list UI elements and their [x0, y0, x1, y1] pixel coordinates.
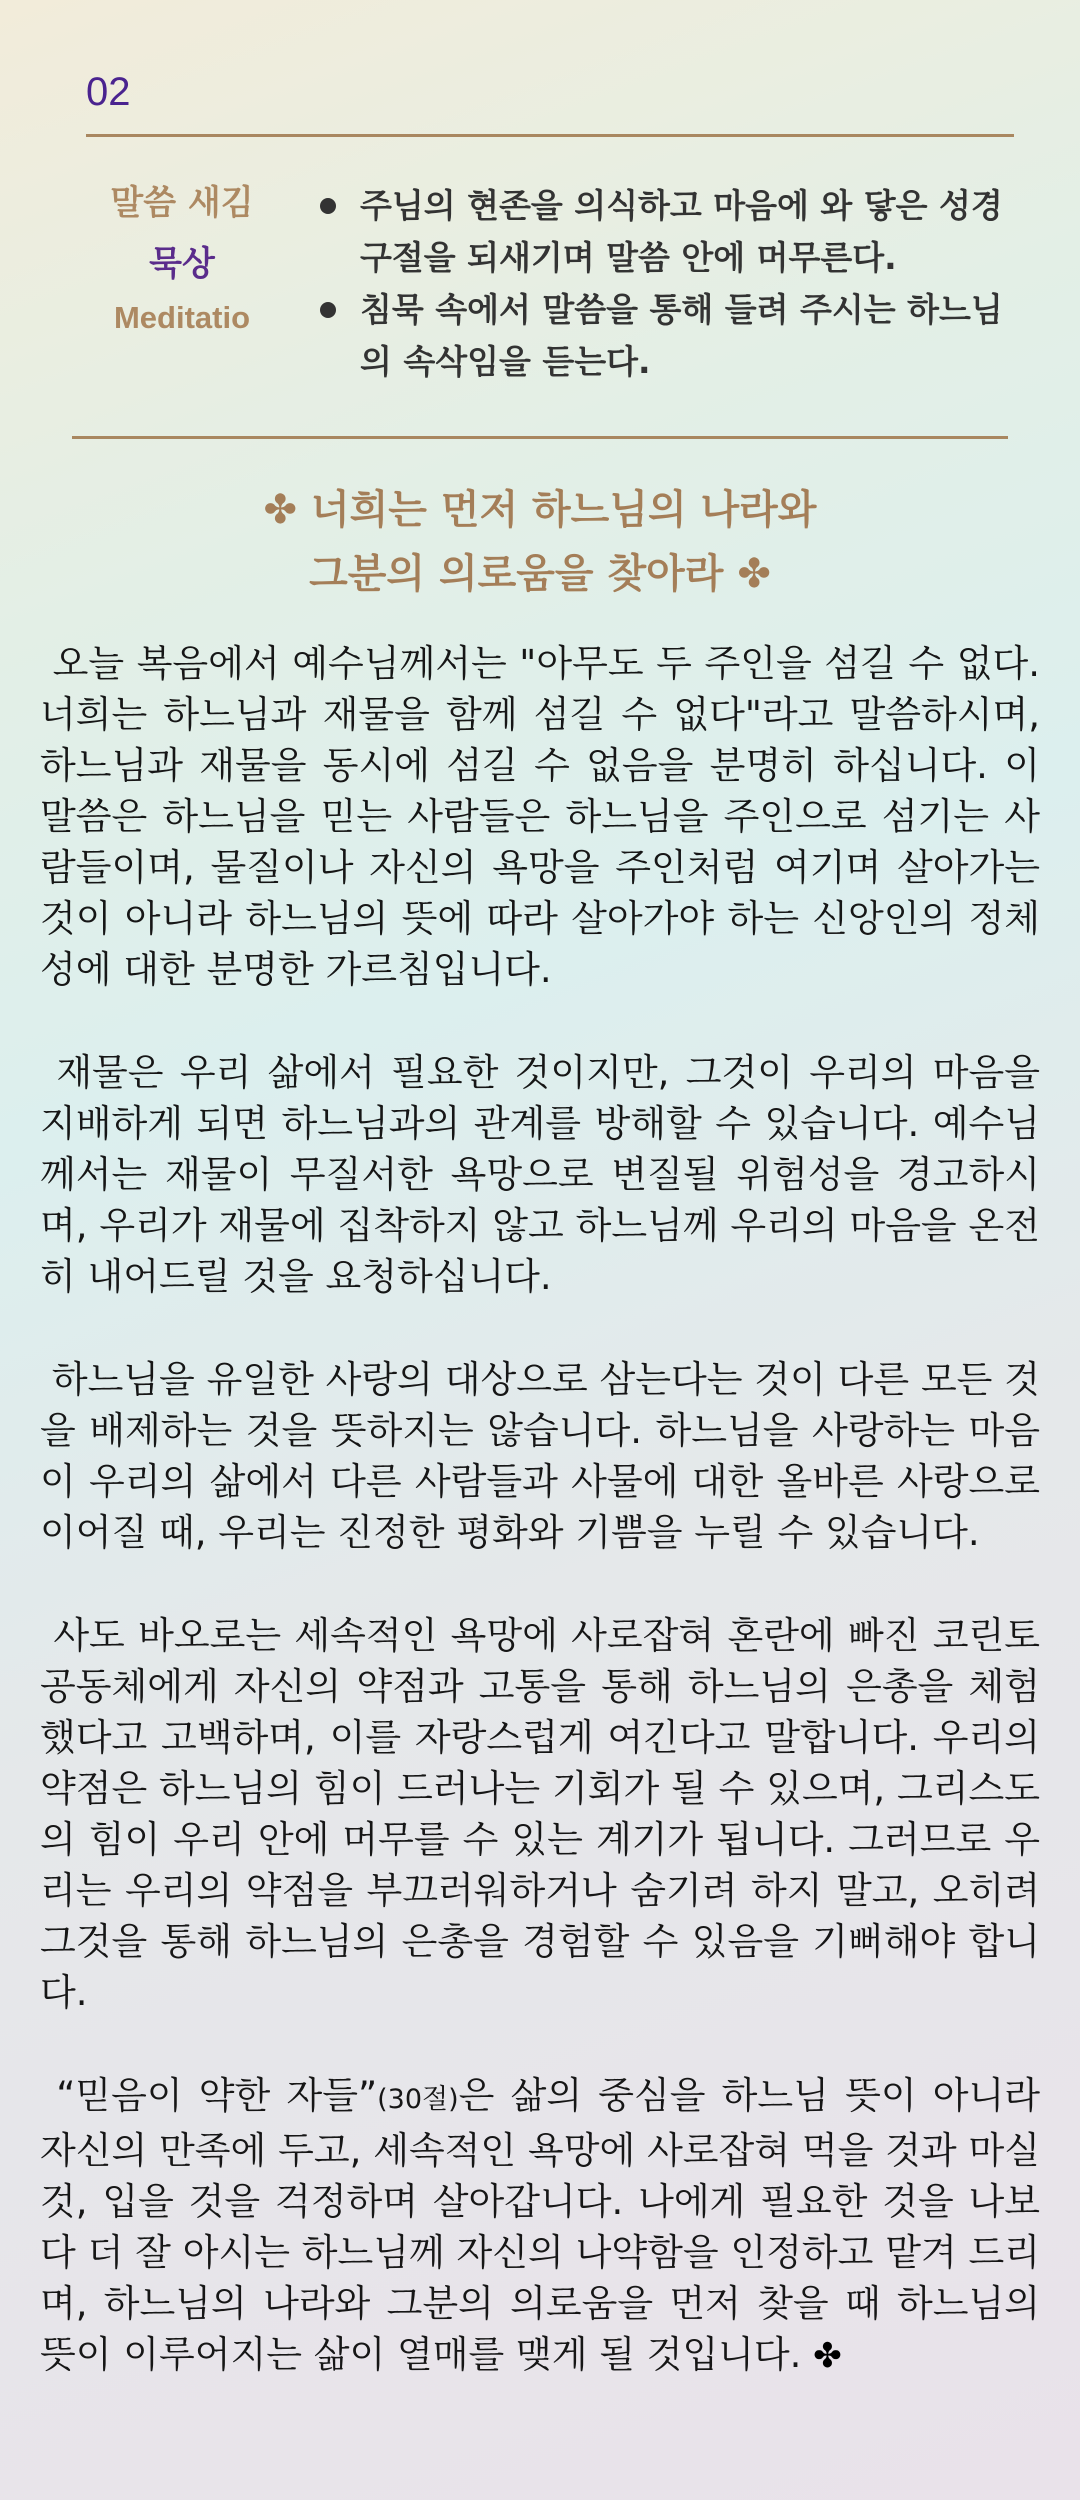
closing-text: 은 삶의 중심을 하느님 뜻이 아니라 자신의 만족에 두고, 세속적인 욕망에 사로잡혀 먹을 것과 마실 것, 입을 것을 걱정하며 살아갑니다. 나에게 필요한 것을 나보다 더 잘 아시는 하느님께 자신의 나약함을 인정하고 맡겨 드리며, 하느님의 나라와 그분의 의로움을 먼저 찾을 때 하느님의 뜻이 이루어지는 삶이 열매를 맺게 될 것입니다.	[40, 2074, 1052, 2376]
page-number: 02	[86, 70, 131, 114]
bullet-icon	[320, 302, 336, 318]
headline-text-2: 그분의 의로움을 찾아라	[309, 551, 724, 597]
reflection-body	[40, 638, 1052, 2434]
quoted-phrase: “믿음이 약한 자들”	[40, 2074, 378, 2117]
headline-line-1	[80, 478, 1000, 542]
paragraph: 재물은 우리 삶에서 필요한 것이지만, 그것이 우리의 마음을 지배하게 되면 하느님과의 관계를 방해할 수 있습니다. 예수님께서는 재물이 무질서한 욕망으로 변질될 위험성을 경고하시며, 우리가 재물에 집착하지 않고 하느님께 우리의 마음을 온전히 내어드릴 것을 요청하십니다.	[40, 1051, 1052, 1298]
verse-reference: (30절)	[377, 2084, 459, 2115]
bullet-icon	[320, 198, 336, 214]
clover-icon: ✤	[737, 551, 771, 597]
paragraph: 하느님을 유일한 사랑의 대상으로 삼는다는 것이 다른 모든 것을 배제하는 것을 뜻하지는 않습니다. 하느님을 사랑하는 마음이 우리의 삶에서 다른 사람들과 사물에 대한 올바른 사랑으로 이어질 때, 우리는 진정한 평화와 기쁨을 누릴 수 있습니다.	[40, 1358, 1052, 1554]
top-divider	[86, 134, 1014, 137]
label-korean: 말씀 새김	[110, 183, 254, 223]
list-item	[318, 180, 1018, 284]
label-main: 묵상	[149, 244, 215, 284]
label-latin: Meditatio	[113, 300, 251, 335]
section-labels	[72, 178, 292, 342]
closing-paragraph	[40, 2070, 1052, 2382]
middle-divider	[72, 436, 1008, 439]
headline-text-1: 너희는 먼저 하느님의 나라와	[310, 487, 817, 533]
meditation-guide-list	[318, 180, 1018, 388]
headline	[80, 478, 1000, 606]
bullet-text: 주님의 현존을 의식하고 마음에 와 닿은 성경구절을 되새기며 말씀 안에 머무른다.	[360, 186, 1003, 277]
clover-icon: ✤	[813, 2336, 842, 2376]
paragraph: 사도 바오로는 세속적인 욕망에 사로잡혀 혼란에 빠진 코린토 공동체에게 자신의 약점과 고통을 통해 하느님의 은총을 체험했다고 고백하며, 이를 자랑스럽게 여긴다고 말합니다. 우리의 약점은 하느님의 힘이 드러나는 기회가 될 수 있으며, 그리스도의 힘이 우리 안에 머무를 수 있는 계기가 됩니다. 그러므로 우리는 우리의 약점을 부끄러워하거나 숨기려 하지 말고, 오히려 그것을 통해 하느님의 은총을 경험할 수 있음을 기뻐해야 합니다.	[40, 1614, 1052, 2014]
list-item	[318, 284, 1018, 388]
bullet-text: 침묵 속에서 말씀을 통해 들려 주시는 하느님의 속삭임을 듣는다.	[360, 290, 1003, 381]
clover-icon: ✤	[263, 487, 298, 533]
headline-line-2	[80, 542, 1000, 606]
paragraph: 오늘 복음에서 예수님께서는 "아무도 두 주인을 섬길 수 없다. 너희는 하느님과 재물을 함께 섬길 수 없다"라고 말씀하시며, 하느님과 재물을 동시에 섬길 수 없음을 분명히 하십니다. 이 말씀은 하느님을 믿는 사람들은 하느님을 주인으로 섬기는 사람들이며, 물질이나 자신의 욕망을 주인처럼 여기며 살아가는 것이 아니라 하느님의 뜻에 따라 살아가야 하는 신앙인의 정체성에 대한 분명한 가르침입니다.	[40, 642, 1052, 991]
